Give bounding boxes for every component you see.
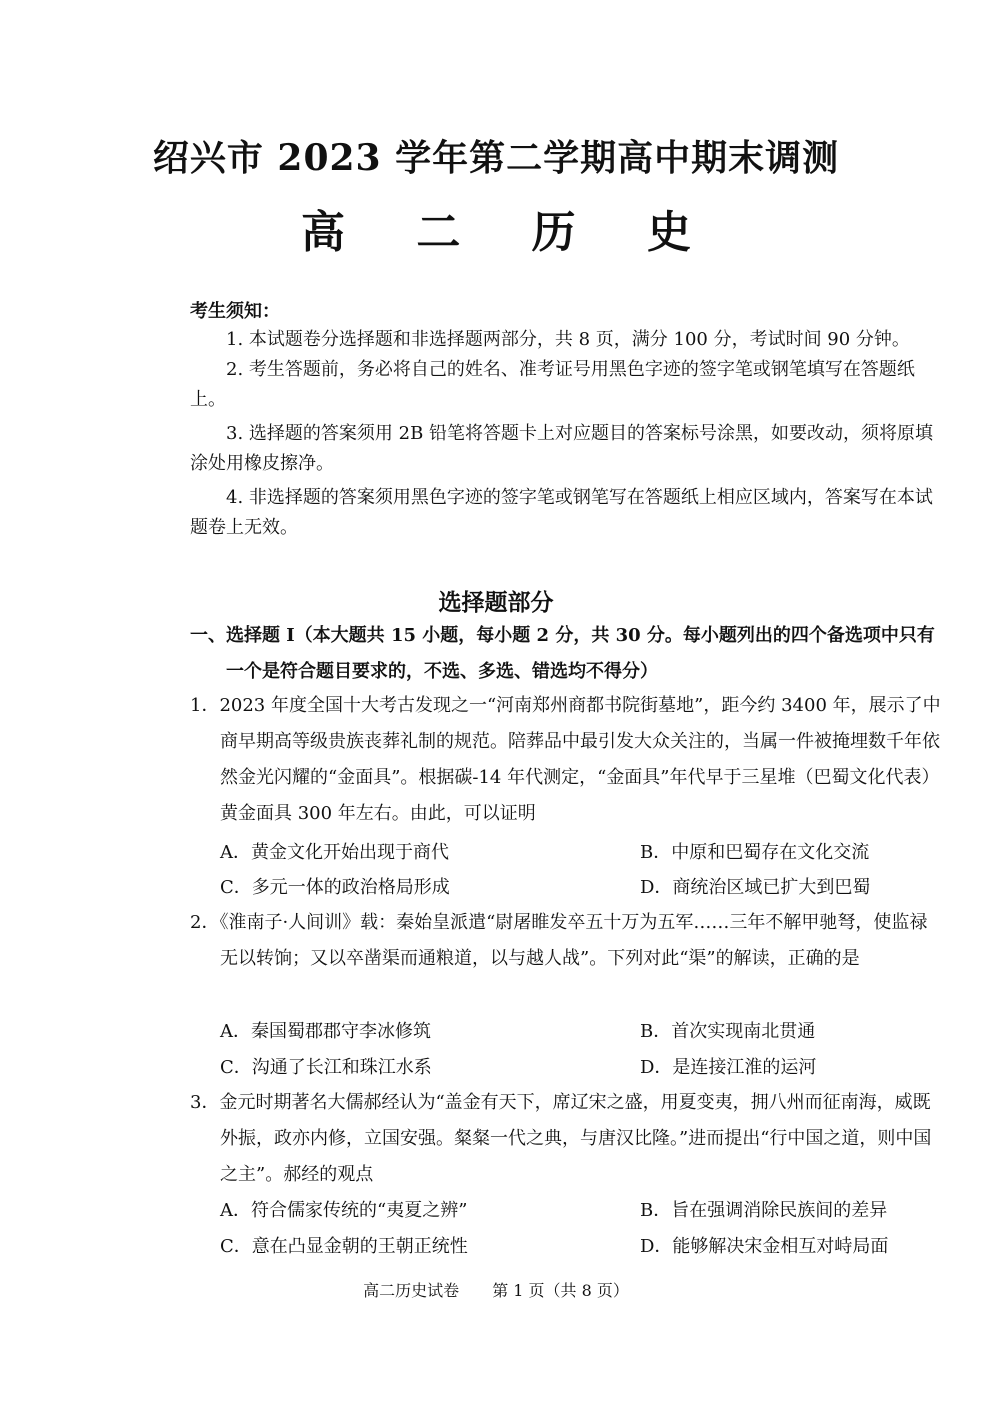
exam-title: 绍兴市 2023 学年第二学期高中期末调测 [152, 137, 840, 179]
q2-option-a: A．秦国蜀郡郡守李冰修筑 [220, 1021, 431, 1042]
footer-paper-name: 高二历史试卷 [363, 1281, 460, 1300]
q1-option-d: D．商统治区域已扩大到巴蜀 [640, 877, 871, 898]
q3-option-a: A．符合儒家传统的“夷夏之辨” [220, 1200, 468, 1221]
instruction-line-2: 一个是符合题目要求的，不选、多选、错选均不得分） [226, 661, 658, 682]
question-1 [190, 688, 942, 832]
q3-option-d: D．能够解决宋金相互对峙局面 [640, 1236, 889, 1257]
question-1-stem: 1．2023 年度全国十大考古发现之一“河南郑州商都书院街墓地”，距今约 3400 年，展示了中商早期高等级贵族丧葬礼制的规范。陪葬品中最引发大众关注的，当属一件被掩埋数千年依然金光闪耀的“金面具”。根据碳-14 年代测定，“金面具”年代早于三星堆（巴蜀文化代表）黄金面具 300 年左右。由此，可以证明 [190, 695, 941, 824]
section-instruction [190, 618, 942, 690]
notice-item-3: 3. 选择题的答案须用 2B 铅笔将答题卡上对应题目的答案标号涂黑，如要改动，须将原填涂处用橡皮擦净。 [190, 423, 934, 474]
q3-option-b: B．旨在强调消除民族间的差异 [640, 1200, 888, 1221]
q1-option-b: B．中原和巴蜀存在文化交流 [640, 842, 870, 863]
q2-option-b: B．首次实现南北贯通 [640, 1021, 816, 1042]
question-2 [190, 905, 942, 977]
question-2-stem: 2．《淮南子·人间训》载：秦始皇派遣“尉屠睢发卒五十万为五军……三年不解甲驰弩，使监禄无以转饷；又以卒凿渠而通粮道，以与越人战”。下列对此“渠”的解读，正确的是 [190, 912, 928, 969]
instruction-line-1: 一、选择题 I（本大题共 15 小题，每小题 2 分，共 30 分。每小题列出的四个备选项中只有 [190, 625, 935, 646]
notice-item-4: 4. 非选择题的答案须用黑色字迹的签字笔或钢笔写在答题纸上相应区域内，答案写在本试题卷上无效。 [190, 487, 933, 538]
section-title: 选择题部分 [438, 589, 554, 616]
notice-item-2: 2. 考生答题前，务必将自己的姓名、准考证号用黑色字迹的签字笔或钢笔填写在答题纸上。 [190, 359, 915, 410]
notice-item-1: 1. 本试题卷分选择题和非选择题两部分，共 8 页，满分 100 分，考试时间 90 分钟。 [226, 329, 910, 350]
q1-option-a: A．黄金文化开始出现于商代 [220, 842, 449, 863]
footer-page-info: 第 1 页（共 8 页） [492, 1281, 629, 1300]
q2-option-d: D．是连接江淮的运河 [640, 1057, 817, 1078]
question-3-stem: 3．金元时期著名大儒郝经认为“盖金有天下，席辽宋之盛，用夏变夷，拥八州而征南海，威既外振，政亦内修，立国安强。粲粲一代之典，与唐汉比隆。”进而提出“行中国之道，则中国之主”。郝经的观点 [190, 1092, 932, 1185]
notice-heading: 考生须知： [190, 301, 280, 322]
q3-option-c: C．意在凸显金朝的王朝正统性 [220, 1236, 468, 1257]
page-footer [0, 1278, 992, 1301]
question-3 [190, 1085, 942, 1193]
subject-title: 高 二 历 史 [301, 207, 719, 258]
q2-option-c: C．沟通了长江和珠江水系 [220, 1057, 432, 1078]
q1-option-c: C．多元一体的政治格局形成 [220, 877, 450, 898]
